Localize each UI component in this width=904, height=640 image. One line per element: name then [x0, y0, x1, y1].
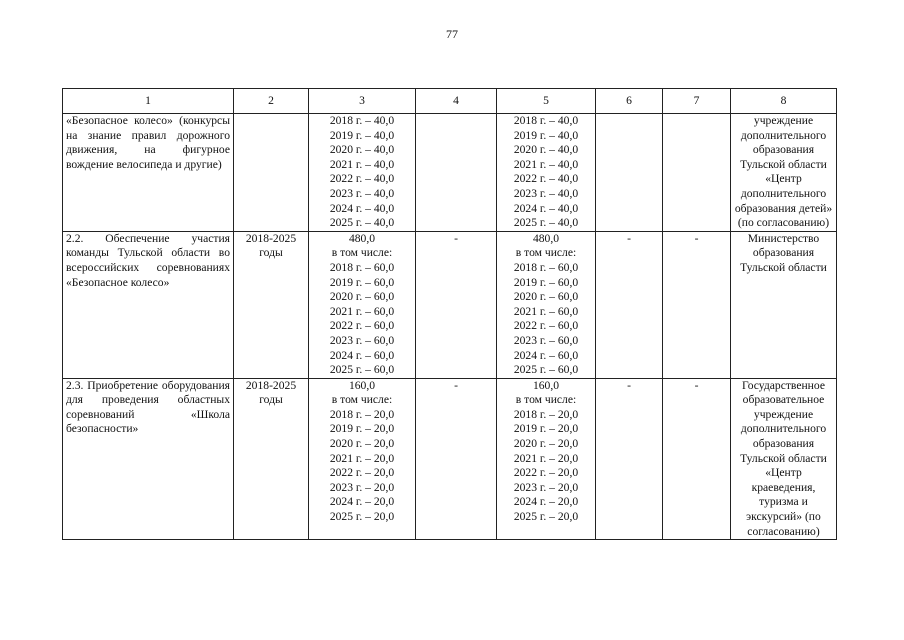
funding-line: 2022 г. – 20,0	[513, 466, 579, 480]
funding-line: 2021 г. – 60,0	[329, 304, 395, 318]
funding-line: 2025 г. – 20,0	[329, 510, 395, 524]
total-funding-cell	[309, 231, 416, 378]
column-header-3: 3	[309, 89, 416, 114]
local-funding-cell: -	[596, 231, 663, 378]
regional-funding-cell	[497, 114, 596, 232]
funding-line: 2019 г. – 40,0	[329, 128, 395, 142]
total-funding-cell	[309, 114, 416, 232]
funding-line: 2023 г. – 40,0	[329, 186, 395, 200]
funding-line: 2024 г. – 60,0	[513, 348, 579, 362]
other-funding-cell	[663, 114, 731, 232]
other-funding-cell: -	[663, 231, 731, 378]
funding-line: 2018 г. – 60,0	[513, 260, 579, 274]
period-cell: 2018-2025 годы	[234, 378, 309, 540]
funding-line: 2020 г. – 40,0	[329, 143, 395, 157]
column-header-6: 6	[596, 89, 663, 114]
funding-line: в том числе:	[331, 393, 393, 407]
funding-line: 2023 г. – 40,0	[513, 186, 579, 200]
funding-line: 480,0	[532, 231, 560, 245]
funding-line: 2024 г. – 40,0	[329, 201, 395, 215]
column-header-1: 1	[63, 89, 234, 114]
funding-line: 2024 г. – 60,0	[329, 348, 395, 362]
funding-line: 2024 г. – 20,0	[513, 495, 579, 509]
column-header-2: 2	[234, 89, 309, 114]
funding-line: 2023 г. – 20,0	[513, 480, 579, 494]
regional-funding-cell	[497, 378, 596, 540]
activity-cell: 2.3. Приобретение оборудования для проведения областных соревнований «Школа безопасности»	[63, 378, 234, 540]
funding-line: 2023 г. – 20,0	[329, 480, 395, 494]
federal-funding-cell: -	[416, 231, 497, 378]
funding-line: 480,0	[348, 231, 376, 245]
funding-line: 2020 г. – 60,0	[513, 290, 579, 304]
funding-line: 2019 г. – 20,0	[513, 422, 579, 436]
federal-funding-cell	[416, 114, 497, 232]
column-header-7: 7	[663, 89, 731, 114]
local-funding-cell: -	[596, 378, 663, 540]
funding-line: 2021 г. – 20,0	[329, 451, 395, 465]
header-row	[63, 89, 837, 114]
funding-line: 2018 г. – 20,0	[329, 407, 395, 421]
period-cell: 2018-2025 годы	[234, 231, 309, 378]
funding-line: 160,0	[348, 378, 376, 392]
funding-line: 2024 г. – 20,0	[329, 495, 395, 509]
funding-line: 2022 г. – 40,0	[329, 172, 395, 186]
total-funding-cell	[309, 378, 416, 540]
program-table	[62, 88, 837, 540]
funding-line: 2024 г. – 40,0	[513, 201, 579, 215]
executor-cell: Министерство образования Тульской области	[731, 231, 837, 378]
funding-line: в том числе:	[515, 393, 577, 407]
column-header-5: 5	[497, 89, 596, 114]
funding-line: 2021 г. – 40,0	[329, 157, 395, 171]
funding-line: 2019 г. – 60,0	[329, 275, 395, 289]
table-row	[63, 378, 837, 540]
funding-line: 2019 г. – 40,0	[513, 128, 579, 142]
funding-line: 2025 г. – 60,0	[329, 363, 395, 377]
funding-line: 2020 г. – 40,0	[513, 143, 579, 157]
funding-line: 2022 г. – 40,0	[513, 172, 579, 186]
funding-line: 2023 г. – 60,0	[329, 333, 395, 347]
page-number: 77	[446, 27, 458, 41]
funding-line: 2025 г. – 40,0	[329, 216, 395, 230]
funding-line: 2021 г. – 20,0	[513, 451, 579, 465]
funding-line: в том числе:	[331, 246, 393, 260]
funding-line: 2020 г. – 60,0	[329, 290, 395, 304]
funding-line: 2021 г. – 40,0	[513, 157, 579, 171]
funding-line: 2021 г. – 60,0	[513, 304, 579, 318]
federal-funding-cell: -	[416, 378, 497, 540]
executor-cell: Государственное образовательное учреждение дополнительного образования Тульской области «Центр краеведения, туризма и экскурсий» (по согласованию)	[731, 378, 837, 540]
regional-funding-cell	[497, 231, 596, 378]
funding-line: 2023 г. – 60,0	[513, 333, 579, 347]
funding-line: 2025 г. – 20,0	[513, 510, 579, 524]
funding-line: 2025 г. – 60,0	[513, 363, 579, 377]
funding-line: в том числе:	[515, 246, 577, 260]
funding-line: 2022 г. – 60,0	[513, 319, 579, 333]
table-row	[63, 114, 837, 232]
table-row	[63, 231, 837, 378]
funding-line: 2020 г. – 20,0	[329, 437, 395, 451]
funding-line: 2022 г. – 60,0	[329, 319, 395, 333]
funding-line: 2018 г. – 60,0	[329, 260, 395, 274]
funding-line: 2022 г. – 20,0	[329, 466, 395, 480]
executor-cell: учреждение дополнительного образования Тульской области «Центр дополнительного образования детей» (по согласованию)	[731, 114, 837, 232]
activity-cell: 2.2. Обеспечение участия команды Тульской области во всероссийских соревнованиях «Безопасное колесо»	[63, 231, 234, 378]
funding-line: 2018 г. – 40,0	[513, 114, 579, 127]
period-cell	[234, 114, 309, 232]
column-header-4: 4	[416, 89, 497, 114]
funding-line: 2018 г. – 20,0	[513, 407, 579, 421]
funding-line: 2019 г. – 60,0	[513, 275, 579, 289]
funding-line: 2019 г. – 20,0	[329, 422, 395, 436]
funding-line: 2025 г. – 40,0	[513, 216, 579, 230]
funding-line: 160,0	[532, 378, 560, 392]
funding-line: 2018 г. – 40,0	[329, 114, 395, 127]
column-header-8: 8	[731, 89, 837, 114]
local-funding-cell	[596, 114, 663, 232]
activity-cell: «Безопасное колесо» (конкурсы на знание правил дорожного движения, на фигурное вождение велосипеда и другие)	[63, 114, 234, 232]
funding-line: 2020 г. – 20,0	[513, 437, 579, 451]
other-funding-cell: -	[663, 378, 731, 540]
